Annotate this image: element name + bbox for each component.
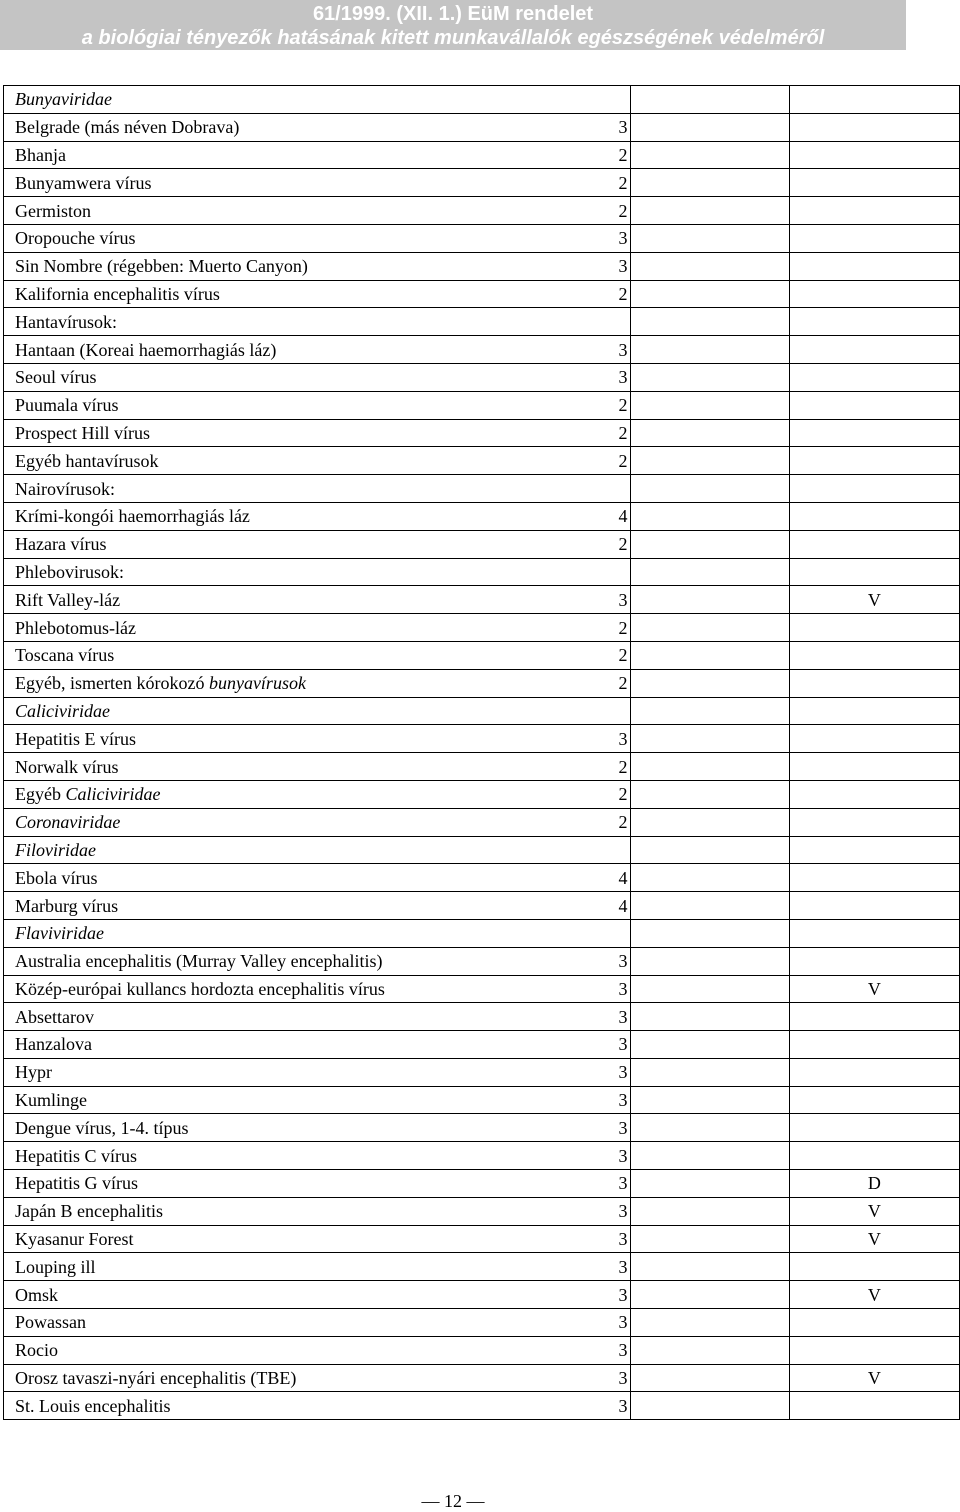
agent-name-cell — [4, 669, 631, 697]
table-row — [4, 836, 960, 864]
agent-name: Norwalk vírus — [15, 756, 119, 777]
note-cell — [789, 86, 959, 114]
risk-group: 2 — [618, 645, 628, 666]
note: V — [867, 589, 881, 610]
note-cell — [789, 224, 959, 252]
agent-name: Absettarov — [15, 1006, 94, 1027]
agent-name-cell — [4, 892, 631, 920]
table-row — [4, 1031, 960, 1059]
risk-group-cell — [630, 836, 789, 864]
risk-group: 3 — [618, 1340, 628, 1361]
note-cell — [789, 141, 959, 169]
note-cell — [789, 308, 959, 336]
agent-name-cell — [4, 780, 631, 808]
risk-group: 3 — [618, 1201, 628, 1222]
note-cell — [789, 1253, 959, 1281]
agent-name-cell — [4, 1114, 631, 1142]
risk-group-cell — [618, 780, 789, 808]
agent-name-cell — [4, 336, 631, 364]
risk-group-cell — [618, 1197, 789, 1225]
note-cell — [789, 1031, 959, 1059]
risk-group-cell — [618, 1114, 789, 1142]
agent-name-cell — [4, 530, 631, 558]
risk-group: 3 — [618, 1284, 628, 1305]
agent-name: Prospect Hill vírus — [15, 422, 150, 443]
risk-group-cell — [630, 308, 789, 336]
agent-name: Filoviridae — [15, 839, 96, 860]
table-row — [4, 1170, 960, 1198]
risk-group-cell — [618, 280, 789, 308]
risk-group: 3 — [618, 367, 628, 388]
agent-name: Caliciviridae — [15, 700, 110, 721]
agent-name-cell — [4, 419, 631, 447]
table-row — [4, 1392, 960, 1420]
table-row — [4, 1253, 960, 1281]
table-row — [4, 252, 960, 280]
table-row — [4, 530, 960, 558]
note-cell — [789, 113, 959, 141]
agent-name: Oropouche vírus — [15, 228, 136, 249]
risk-group: 3 — [618, 1145, 628, 1166]
agent-name-cell — [4, 947, 631, 975]
agent-name-cell — [4, 1170, 631, 1198]
agent-name-cell — [4, 753, 631, 781]
agent-name: Hypr — [15, 1062, 52, 1083]
agent-name-cell — [4, 725, 631, 753]
risk-group: 3 — [618, 1229, 628, 1250]
agent-name-cell — [4, 86, 631, 114]
agent-name-cell — [4, 1086, 631, 1114]
risk-group-cell — [630, 475, 789, 503]
agent-name-cell — [4, 864, 631, 892]
note-cell — [789, 1309, 959, 1337]
agent-name-cell — [4, 1142, 631, 1170]
agent-name: Nairovírusok: — [15, 478, 115, 499]
agent-name: Japán B encephalitis — [15, 1201, 163, 1222]
table-row — [4, 614, 960, 642]
regulation-title: 61/1999. (XII. 1.) EüM rendelet — [312, 3, 594, 25]
table-row — [4, 808, 960, 836]
table-row — [4, 1003, 960, 1031]
note-cell — [789, 614, 959, 642]
agent-name: Bunyamwera vírus — [15, 172, 152, 193]
risk-group: 3 — [618, 339, 628, 360]
table-row — [4, 558, 960, 586]
agent-name: Egyéb, ismerten kórokozó — [15, 673, 205, 694]
note-cell — [789, 391, 959, 419]
table-row — [4, 141, 960, 169]
risk-group: 3 — [618, 1117, 628, 1138]
note-cell — [789, 1225, 959, 1253]
table-row — [4, 419, 960, 447]
note-cell — [789, 836, 959, 864]
note-cell — [789, 725, 959, 753]
table-row — [4, 502, 960, 530]
risk-group-cell — [618, 141, 789, 169]
agent-name: St. Louis encephalitis — [15, 1395, 171, 1416]
risk-group: 3 — [618, 728, 628, 749]
table-row — [4, 224, 960, 252]
risk-group-cell — [618, 169, 789, 197]
agent-name-italic-part: Caliciviridae — [65, 784, 161, 805]
agent-name: Közép-európai kullancs hordozta encephalitis vírus — [15, 978, 385, 999]
agent-name: Egyéb hantavírusok — [15, 450, 159, 471]
table-row — [4, 169, 960, 197]
risk-group-cell — [618, 502, 789, 530]
agent-name-cell — [4, 308, 631, 336]
risk-group-cell — [618, 419, 789, 447]
risk-group-cell — [618, 892, 789, 920]
agent-name: Coronaviridae — [15, 812, 121, 833]
note-cell — [789, 1114, 959, 1142]
note-cell — [789, 530, 959, 558]
note-cell — [789, 336, 959, 364]
risk-group: 2 — [618, 172, 628, 193]
document-header — [0, 0, 906, 50]
risk-group-cell — [618, 725, 789, 753]
agent-name: Ebola vírus — [15, 867, 98, 888]
risk-group: 3 — [618, 1312, 628, 1333]
agent-name: Dengue vírus, 1-4. típus — [15, 1117, 189, 1138]
agent-name-cell — [4, 836, 631, 864]
table-body — [4, 86, 960, 1420]
risk-group-cell — [618, 1003, 789, 1031]
risk-group-cell — [618, 947, 789, 975]
table-row — [4, 475, 960, 503]
risk-group-cell — [618, 669, 789, 697]
risk-group-cell — [618, 113, 789, 141]
risk-group: 2 — [618, 450, 628, 471]
risk-group: 2 — [618, 283, 628, 304]
page-number: 12 — [444, 1491, 462, 1511]
table-row — [4, 308, 960, 336]
risk-group-cell — [618, 975, 789, 1003]
table-row — [4, 947, 960, 975]
agent-name: Germiston — [15, 200, 91, 221]
agent-name-cell — [4, 1281, 631, 1309]
agent-name: Hazara vírus — [15, 534, 107, 555]
risk-group-cell — [618, 336, 789, 364]
table-row — [4, 1336, 960, 1364]
risk-group-cell — [618, 1086, 789, 1114]
agent-name-cell — [4, 975, 631, 1003]
note-cell — [789, 502, 959, 530]
page-number-dash-left: — — [421, 1491, 444, 1511]
risk-group-cell — [618, 391, 789, 419]
agent-name-cell — [4, 919, 631, 947]
agent-name: Phlebotomus-láz — [15, 617, 136, 638]
note-cell — [789, 252, 959, 280]
table-row — [4, 1197, 960, 1225]
risk-group: 2 — [618, 395, 628, 416]
risk-group-cell — [618, 252, 789, 280]
note-cell — [789, 1058, 959, 1086]
risk-group: 3 — [618, 1368, 628, 1389]
table-row — [4, 697, 960, 725]
risk-group-cell — [618, 1058, 789, 1086]
note-cell — [789, 975, 959, 1003]
agent-name: Seoul vírus — [15, 367, 97, 388]
risk-group-cell — [618, 808, 789, 836]
note-cell — [789, 1170, 959, 1198]
risk-group: 4 — [618, 895, 628, 916]
risk-group-cell — [618, 1031, 789, 1059]
note-cell — [789, 363, 959, 391]
table-row — [4, 864, 960, 892]
risk-group-cell — [618, 1253, 789, 1281]
note-cell — [789, 447, 959, 475]
risk-group-cell — [618, 197, 789, 225]
table-row — [4, 892, 960, 920]
risk-group-cell — [618, 1336, 789, 1364]
agent-name-cell — [4, 1197, 631, 1225]
table-row — [4, 113, 960, 141]
risk-group-cell — [618, 530, 789, 558]
note-cell — [789, 1197, 959, 1225]
risk-group-cell — [618, 1392, 789, 1420]
note-cell — [789, 1336, 959, 1364]
table-row — [4, 753, 960, 781]
agent-name: Egyéb — [15, 784, 61, 805]
table-row — [4, 1309, 960, 1337]
note-cell — [789, 919, 959, 947]
note: V — [867, 1229, 881, 1250]
table-row — [4, 363, 960, 391]
table-row — [4, 86, 960, 114]
note: V — [867, 1284, 881, 1305]
table-row — [4, 1058, 960, 1086]
risk-group-cell — [630, 558, 789, 586]
note-cell — [789, 1003, 959, 1031]
agent-name-cell — [4, 1225, 631, 1253]
agent-name-cell — [4, 1309, 631, 1337]
table-row — [4, 1364, 960, 1392]
risk-group-cell — [630, 919, 789, 947]
risk-group: 2 — [618, 200, 628, 221]
table-row — [4, 586, 960, 614]
agent-name: Omsk — [15, 1284, 59, 1305]
agent-name: Phlebovirusok: — [15, 561, 125, 582]
agent-name-cell — [4, 363, 631, 391]
note-cell — [789, 558, 959, 586]
risk-group-cell — [618, 1281, 789, 1309]
note-cell — [789, 475, 959, 503]
risk-group: 4 — [618, 506, 628, 527]
risk-group-cell — [618, 1364, 789, 1392]
agent-name: Hepatitis G vírus — [15, 1173, 138, 1194]
table-row — [4, 1225, 960, 1253]
agent-name: Krími-kongói haemorrhagiás láz — [15, 506, 250, 527]
agent-name-cell — [4, 1031, 631, 1059]
risk-group: 2 — [618, 422, 628, 443]
agent-name-cell — [4, 697, 631, 725]
risk-group: 3 — [618, 1256, 628, 1277]
note: V — [867, 978, 881, 999]
note: V — [867, 1368, 881, 1389]
risk-group: 3 — [618, 1173, 628, 1194]
agent-name-cell — [4, 141, 631, 169]
risk-group: 2 — [618, 673, 628, 694]
risk-group: 2 — [618, 784, 628, 805]
agent-name: Bhanja — [15, 144, 66, 165]
agent-name-cell — [4, 586, 631, 614]
agent-name-cell — [4, 475, 631, 503]
agent-name-cell — [4, 1058, 631, 1086]
risk-group: 3 — [618, 589, 628, 610]
note-cell — [789, 1086, 959, 1114]
risk-group: 3 — [618, 256, 628, 277]
table-row — [4, 1086, 960, 1114]
agent-name-cell — [4, 502, 631, 530]
table-row — [4, 975, 960, 1003]
agent-name-cell — [4, 113, 631, 141]
table-row — [4, 1114, 960, 1142]
agent-name: Louping ill — [15, 1256, 96, 1277]
table-row — [4, 197, 960, 225]
risk-group-cell — [618, 363, 789, 391]
table-row — [4, 1281, 960, 1309]
risk-group-cell — [618, 641, 789, 669]
risk-group-cell — [630, 697, 789, 725]
agent-name: Australia encephalitis (Murray Valley encephalitis) — [15, 951, 383, 972]
agent-name-italic-part: bunyavírusok — [208, 673, 306, 694]
risk-group: 3 — [618, 1395, 628, 1416]
agent-name: Powassan — [15, 1312, 86, 1333]
risk-group-cell — [618, 1142, 789, 1170]
risk-group: 2 — [618, 812, 628, 833]
note: V — [867, 1201, 881, 1222]
agent-name-cell — [4, 197, 631, 225]
risk-group-cell — [618, 753, 789, 781]
note-cell — [789, 780, 959, 808]
agent-name: Toscana vírus — [15, 645, 115, 666]
table-row — [4, 447, 960, 475]
note-cell — [789, 169, 959, 197]
agent-name: Sin Nombre (régebben: Muerto Canyon) — [15, 256, 308, 277]
risk-group-cell — [618, 447, 789, 475]
risk-group: 2 — [618, 534, 628, 555]
agent-name-cell — [4, 1364, 631, 1392]
agent-name-cell — [4, 252, 631, 280]
note-cell — [789, 947, 959, 975]
table-row — [4, 336, 960, 364]
table-row — [4, 780, 960, 808]
agent-name-cell — [4, 280, 631, 308]
agent-name-cell — [4, 1253, 631, 1281]
regulation-subtitle: a biológiai tényezők hatásának kitett munkavállalók egészségének védelméről — [81, 27, 825, 49]
agent-name: Bunyaviridae — [15, 89, 112, 110]
agent-name-cell — [4, 808, 631, 836]
agent-name: Hepatitis E vírus — [15, 728, 136, 749]
agent-name-cell — [4, 614, 631, 642]
agent-name: Orosz tavaszi-nyári encephalitis (TBE) — [15, 1368, 297, 1389]
risk-group: 3 — [618, 1006, 628, 1027]
risk-group: 3 — [618, 1034, 628, 1055]
table-row — [4, 1142, 960, 1170]
note-cell — [789, 864, 959, 892]
agent-name-cell — [4, 558, 631, 586]
agent-name-cell — [4, 1336, 631, 1364]
agent-name: Belgrade (más néven Dobrava) — [15, 117, 240, 138]
agent-name-cell — [4, 224, 631, 252]
risk-group: 4 — [618, 867, 628, 888]
agent-name: Rift Valley-láz — [15, 589, 121, 610]
note-cell — [789, 641, 959, 669]
note-cell — [789, 586, 959, 614]
agent-name-cell — [4, 641, 631, 669]
risk-group: 3 — [618, 1090, 628, 1111]
agent-name-cell — [4, 1392, 631, 1420]
risk-group-cell — [618, 224, 789, 252]
note-cell — [789, 419, 959, 447]
agent-name-cell — [4, 391, 631, 419]
table-row — [4, 669, 960, 697]
risk-group: 3 — [618, 117, 628, 138]
risk-group: 3 — [618, 228, 628, 249]
risk-group: 3 — [618, 1062, 628, 1083]
risk-group: 2 — [618, 756, 628, 777]
note-cell — [789, 1281, 959, 1309]
note-cell — [789, 697, 959, 725]
table-row — [4, 391, 960, 419]
note-cell — [789, 1392, 959, 1420]
table-row — [4, 725, 960, 753]
table-row — [4, 919, 960, 947]
risk-group-cell — [618, 586, 789, 614]
note-cell — [789, 1142, 959, 1170]
agent-name: Hantaan (Koreai haemorrhagiás láz) — [15, 339, 277, 360]
page-number-dash-right: — — [462, 1491, 485, 1511]
note-cell — [789, 669, 959, 697]
note-cell — [789, 280, 959, 308]
risk-group: 2 — [618, 617, 628, 638]
note-cell — [789, 197, 959, 225]
note-cell — [789, 753, 959, 781]
risk-group: 2 — [618, 144, 628, 165]
risk-group-cell — [618, 1309, 789, 1337]
agent-name-cell — [4, 447, 631, 475]
risk-group: 3 — [618, 951, 628, 972]
agent-name: Marburg vírus — [15, 895, 119, 916]
note-cell — [789, 1364, 959, 1392]
risk-group-cell — [618, 1225, 789, 1253]
agent-name: Kalifornia encephalitis vírus — [15, 283, 220, 304]
risk-group: 3 — [618, 978, 628, 999]
agent-name-cell — [4, 169, 631, 197]
agent-name: Hepatitis C vírus — [15, 1145, 137, 1166]
risk-group-cell — [618, 1170, 789, 1198]
agent-name-cell — [4, 1003, 631, 1031]
risk-group-cell — [630, 86, 789, 114]
agent-name: Kyasanur Forest — [15, 1229, 134, 1250]
page-footer — [0, 1490, 906, 1512]
risk-group-cell — [618, 614, 789, 642]
note-cell — [789, 892, 959, 920]
agent-name: Hanzalova — [15, 1034, 92, 1055]
risk-group-cell — [618, 864, 789, 892]
note: D — [867, 1173, 881, 1194]
agent-name: Hantavírusok: — [15, 311, 117, 332]
table-row — [4, 280, 960, 308]
note-cell — [789, 808, 959, 836]
table-row — [4, 641, 960, 669]
biological-agents-table — [3, 85, 960, 1420]
agent-name: Puumala vírus — [15, 395, 119, 416]
agent-name: Flaviviridae — [15, 923, 104, 944]
agent-name: Rocio — [15, 1340, 58, 1361]
agent-name: Kumlinge — [15, 1090, 87, 1111]
